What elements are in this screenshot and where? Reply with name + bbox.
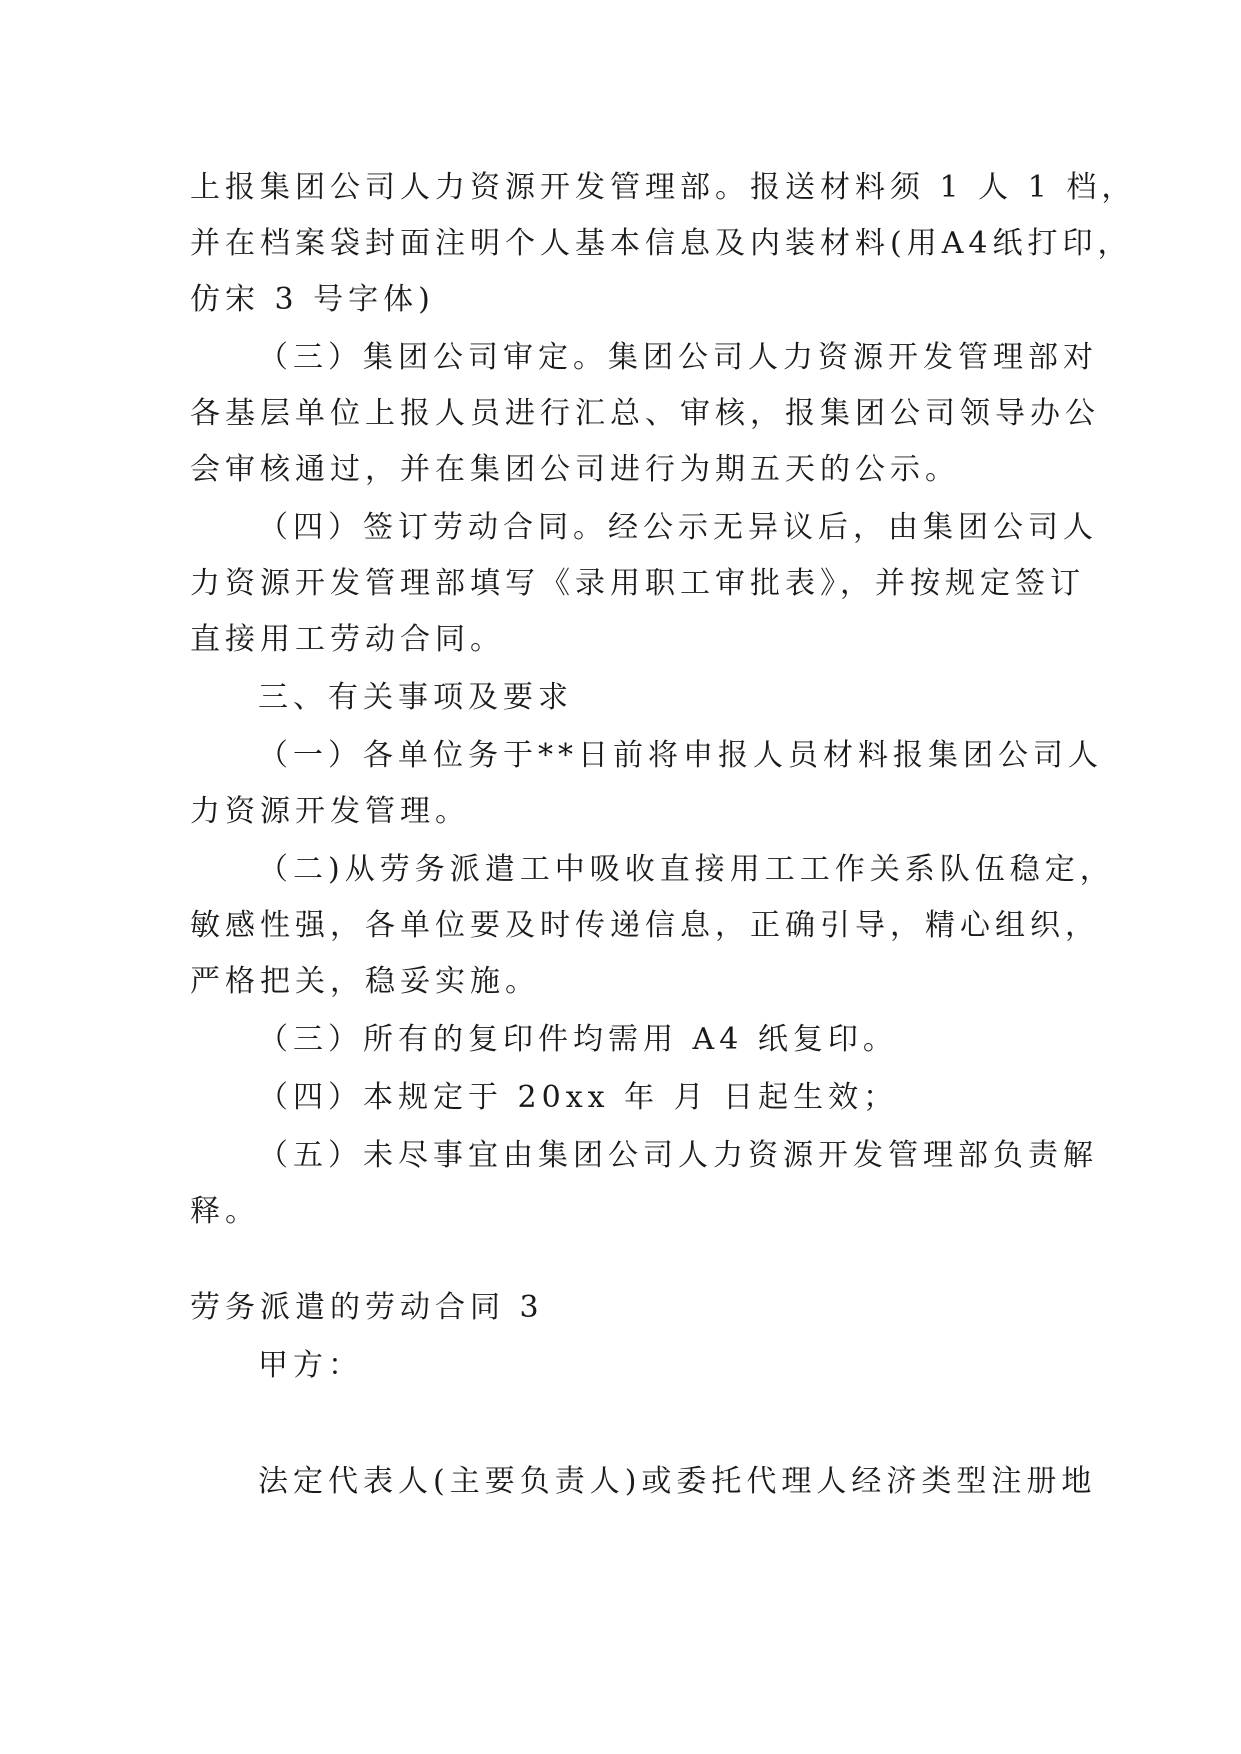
paragraph-line: 并在档案袋封面注明个人基本信息及内装材料(用A4纸打印，	[190, 226, 1133, 261]
paragraph-line: 力资源开发管理。	[190, 794, 470, 829]
section-heading: 三、有关事项及要求	[258, 680, 573, 715]
paragraph-line: （三）集团公司审定。集团公司人力资源开发管理部对	[258, 340, 1098, 375]
paragraph-line: 法定代表人(主要负责人)或委托代理人经济类型注册地	[258, 1464, 1097, 1499]
paragraph-line: （二)从劳务派遣工中吸收直接用工工作关系队伍稳定，	[258, 852, 1115, 887]
paragraph-line: 会审核通过，并在集团公司进行为期五天的公示。	[190, 452, 960, 487]
party-a-label: 甲方：	[258, 1348, 363, 1383]
paragraph-line: （五）未尽事宜由集团公司人力资源开发管理部负责解	[258, 1138, 1098, 1173]
paragraph-line: 释。	[190, 1194, 260, 1229]
paragraph-line: 严格把关，稳妥实施。	[190, 964, 540, 999]
paragraph-line: 敏感性强，各单位要及时传递信息，正确引导，精心组织，	[190, 908, 1100, 943]
document-title: 劳务派遣的劳动合同 3	[190, 1290, 544, 1325]
paragraph-line: 力资源开发管理部填写《录用职工审批表》，并按规定签订	[190, 566, 1085, 601]
paragraph-line: （三）所有的复印件均需用 A4 纸复印。	[258, 1022, 898, 1057]
paragraph-line: 上报集团公司人力资源开发管理部。报送材料须 1 人 1 档，	[190, 170, 1137, 205]
paragraph-line: （四）本规定于 20xx 年 月 日起生效；	[258, 1080, 899, 1115]
paragraph-line: 仿宋 3 号字体)	[190, 282, 435, 317]
paragraph-line: 直接用工劳动合同。	[190, 622, 505, 657]
paragraph-line: （四）签订劳动合同。经公示无异议后，由集团公司人	[258, 510, 1098, 545]
paragraph-line: （一）各单位务于**日前将申报人员材料报集团公司人	[258, 738, 1103, 773]
paragraph-line: 各基层单位上报人员进行汇总、审核，报集团公司领导办公	[190, 396, 1100, 431]
